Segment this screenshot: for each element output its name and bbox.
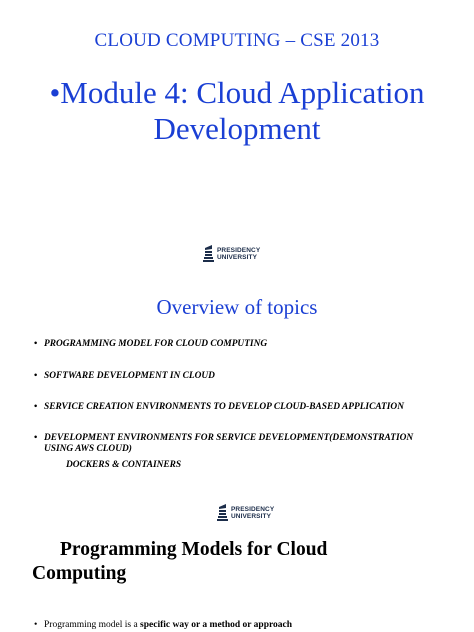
topic-text: SOFTWARE DEVELOPMENT IN CLOUD bbox=[44, 371, 215, 381]
programming-model-definition bbox=[34, 620, 292, 630]
title-line-1: Programming Models for Cloud bbox=[60, 539, 328, 560]
bullet-marker: • bbox=[34, 433, 38, 443]
course-title: CLOUD COMPUTING – CSE 2013 bbox=[94, 30, 380, 51]
bullet-marker: • bbox=[34, 402, 38, 412]
topic-item bbox=[34, 371, 215, 382]
bullet-marker: • bbox=[34, 371, 38, 381]
logo-line-1: PRESIDENCY bbox=[231, 505, 275, 513]
logo-wordmark bbox=[231, 506, 274, 520]
presidency-university-logo bbox=[217, 504, 274, 521]
programming-models-title bbox=[32, 538, 452, 586]
topic-item bbox=[34, 402, 404, 413]
title-line-2: Computing bbox=[32, 563, 127, 584]
topic-item bbox=[34, 433, 454, 455]
bullet-marker: • bbox=[34, 620, 38, 630]
logo-line-1: PRESIDENCY bbox=[217, 246, 261, 254]
definition-prefix: Programming model is a bbox=[44, 620, 138, 630]
presidency-university-logo bbox=[203, 245, 260, 262]
bullet-marker: • bbox=[34, 339, 38, 349]
slide-title bbox=[0, 0, 474, 210]
topic-text: PROGRAMMING MODEL FOR CLOUD COMPUTING bbox=[44, 339, 268, 349]
module-title: •Module 4: Cloud Application Development bbox=[49, 75, 425, 146]
definition-bold: specific way or a method or approach bbox=[140, 620, 293, 630]
topic-item bbox=[34, 339, 267, 350]
logo-line-2: UNIVERSITY bbox=[231, 512, 272, 520]
topic-text: DEVELOPMENT ENVIRONMENTS FOR SERVICE DEVELOPMENT(DEMONSTRATION USING AWS CLOUD) bbox=[44, 433, 414, 454]
logo-line-2: UNIVERSITY bbox=[217, 253, 258, 261]
subtopic-item: DOCKERS & CONTAINERS bbox=[66, 460, 182, 470]
topic-text: SERVICE CREATION ENVIRONMENTS TO DEVELOP CLOUD-BASED APPLICATION bbox=[44, 402, 404, 412]
logo-wordmark bbox=[217, 247, 260, 261]
presidency-university-emblem-icon bbox=[217, 504, 228, 521]
overview-title: Overview of topics bbox=[156, 295, 318, 319]
presidency-university-emblem-icon bbox=[203, 245, 214, 262]
